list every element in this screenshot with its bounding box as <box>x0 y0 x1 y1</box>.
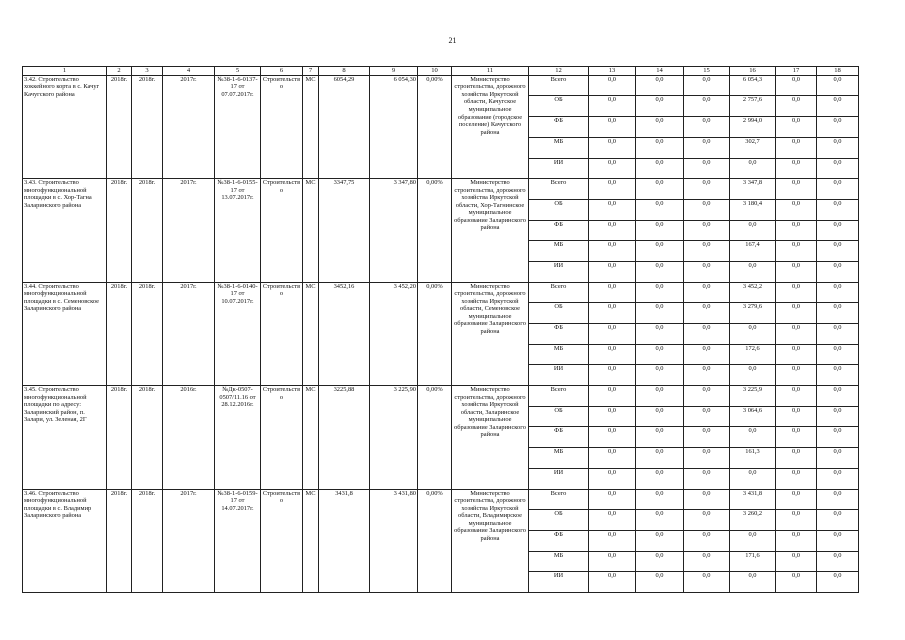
funding-value: 0,0 <box>776 365 817 386</box>
funding-value: 0,0 <box>817 510 859 531</box>
funding-value: 0,0 <box>817 282 859 303</box>
funding-value: 3 260,2 <box>730 510 776 531</box>
funding-value: 0,0 <box>589 448 636 469</box>
funding-value: 161,3 <box>730 448 776 469</box>
power-unit: МС <box>303 386 319 489</box>
funding-value: 0,0 <box>589 261 636 282</box>
funding-value: 3 431,8 <box>730 489 776 510</box>
funding-value: 0,0 <box>636 365 684 386</box>
funding-value: 0,0 <box>684 365 730 386</box>
funding-value: 0,0 <box>730 530 776 551</box>
customer-name: Министерство строительства, дорожного хозяйства Иркутской области, Владимирское муниципальное образование Заларинского района <box>452 489 529 592</box>
expertise-document: №38-1-6-0140-17 от 10.07.2017г. <box>215 282 261 385</box>
funding-value: 0,0 <box>684 282 730 303</box>
funding-source: ОБ <box>529 199 589 220</box>
funding-source: Всего <box>529 282 589 303</box>
funding-value: 0,0 <box>589 199 636 220</box>
funding-value: 0,0 <box>684 303 730 324</box>
funding-value: 0,0 <box>817 468 859 489</box>
funding-source: ФБ <box>529 530 589 551</box>
funding-value: 0,0 <box>684 199 730 220</box>
table-row <box>23 386 859 407</box>
funding-value: 2 994,0 <box>730 117 776 138</box>
funding-value: 0,0 <box>817 530 859 551</box>
funding-value: 0,0 <box>817 406 859 427</box>
funding-value: 0,0 <box>636 303 684 324</box>
funding-value: 0,0 <box>636 158 684 179</box>
work-type: Строительство <box>261 489 303 592</box>
funding-value: 0,0 <box>730 468 776 489</box>
funding-value: 3 347,8 <box>730 179 776 200</box>
total-cost: 3 431,80 <box>370 489 418 592</box>
funding-value: 0,0 <box>636 324 684 345</box>
customer-name: Министерство строительства, дорожного хозяйства Иркутской области, Заларинское муниципальное образование Заларинского района <box>452 386 529 489</box>
funding-value: 0,0 <box>684 324 730 345</box>
total-cost: 3 347,80 <box>370 179 418 282</box>
estimated-cost: 3431,8 <box>319 489 370 592</box>
column-number-6: 6 <box>261 67 303 76</box>
funding-value: 0,0 <box>684 137 730 158</box>
funding-value: 0,0 <box>776 303 817 324</box>
funding-value: 0,0 <box>589 220 636 241</box>
expertise-document: №38-1-6-0155-17 от 13.07.2017г. <box>215 179 261 282</box>
total-cost: 3 452,20 <box>370 282 418 385</box>
column-number-10: 10 <box>418 67 452 76</box>
funding-value: 0,0 <box>776 75 817 96</box>
funding-value: 0,0 <box>684 220 730 241</box>
column-number-8: 8 <box>319 67 370 76</box>
funding-value: 0,0 <box>817 427 859 448</box>
funding-value: 0,0 <box>684 427 730 448</box>
year-end: 2018г. <box>132 179 163 282</box>
funding-value: 0,0 <box>589 324 636 345</box>
funding-source: Всего <box>529 75 589 96</box>
funding-value: 0,0 <box>589 427 636 448</box>
funding-source: Всего <box>529 179 589 200</box>
funding-value: 0,0 <box>636 241 684 262</box>
year-start: 2018г. <box>107 386 132 489</box>
funding-value: 0,0 <box>684 117 730 138</box>
funding-value: 0,0 <box>776 96 817 117</box>
funding-value: 0,0 <box>817 96 859 117</box>
funding-value: 0,0 <box>776 282 817 303</box>
funding-value: 0,0 <box>817 158 859 179</box>
funding-value: 0,0 <box>589 510 636 531</box>
funding-value: 0,0 <box>636 261 684 282</box>
funding-value: 0,0 <box>776 572 817 593</box>
customer-name: Министерство строительства, дорожного хозяйства Иркутской области, Качугское муниципальное образование (городское поселение) Качугского района <box>452 75 529 178</box>
funding-source: ФБ <box>529 220 589 241</box>
funding-value: 0,0 <box>636 179 684 200</box>
column-number-14: 14 <box>636 67 684 76</box>
year-end: 2018г. <box>132 386 163 489</box>
work-type: Строительство <box>261 179 303 282</box>
funding-value: 172,6 <box>730 344 776 365</box>
funding-value: 0,0 <box>817 261 859 282</box>
funding-value: 3 180,4 <box>730 199 776 220</box>
funding-value: 0,0 <box>776 510 817 531</box>
funding-value: 0,0 <box>776 324 817 345</box>
funding-value: 0,0 <box>776 551 817 572</box>
customer-name: Министерство строительства, дорожного хозяйства Иркутской области, Семеновское муниципальное образование Заларинского района <box>452 282 529 385</box>
funding-value: 0,0 <box>817 199 859 220</box>
funding-source: ИИ <box>529 261 589 282</box>
column-number-17: 17 <box>776 67 817 76</box>
funding-source: ОБ <box>529 406 589 427</box>
power-unit: МС <box>303 489 319 592</box>
funding-value: 0,0 <box>589 303 636 324</box>
readiness-percent: 0,00% <box>418 179 452 282</box>
estimated-cost: 3225,88 <box>319 386 370 489</box>
funding-value: 0,0 <box>817 551 859 572</box>
funding-value: 0,0 <box>636 96 684 117</box>
funding-value: 302,7 <box>730 137 776 158</box>
year-expertise: 2017г. <box>163 75 215 178</box>
funding-value: 0,0 <box>776 489 817 510</box>
funding-value: 0,0 <box>636 510 684 531</box>
funding-value: 0,0 <box>817 220 859 241</box>
funding-value: 0,0 <box>636 427 684 448</box>
readiness-percent: 0,00% <box>418 75 452 178</box>
funding-value: 0,0 <box>684 158 730 179</box>
funding-value: 0,0 <box>776 179 817 200</box>
funding-source: ИИ <box>529 468 589 489</box>
column-number-2: 2 <box>107 67 132 76</box>
funding-value: 0,0 <box>589 158 636 179</box>
funding-value: 0,0 <box>817 137 859 158</box>
column-number-4: 4 <box>163 67 215 76</box>
funding-value: 0,0 <box>730 324 776 345</box>
year-expertise: 2017г. <box>163 282 215 385</box>
column-number-7: 7 <box>303 67 319 76</box>
funding-value: 0,0 <box>636 551 684 572</box>
readiness-percent: 0,00% <box>418 386 452 489</box>
funding-value: 0,0 <box>684 75 730 96</box>
funding-source: ОБ <box>529 510 589 531</box>
funding-value: 0,0 <box>684 406 730 427</box>
table-row <box>23 75 859 96</box>
column-number-header-row <box>23 67 859 76</box>
funding-value: 0,0 <box>589 282 636 303</box>
funding-value: 0,0 <box>684 572 730 593</box>
funding-value: 0,0 <box>636 282 684 303</box>
page-number: 21 <box>448 36 457 45</box>
column-number-18: 18 <box>817 67 859 76</box>
funding-value: 0,0 <box>776 117 817 138</box>
funding-source: ИИ <box>529 572 589 593</box>
funding-value: 0,0 <box>684 468 730 489</box>
object-name: 3.42. Строительство хоккейного корта в с. Качуг Качугского района <box>23 75 107 178</box>
funding-value: 0,0 <box>776 468 817 489</box>
year-start: 2018г. <box>107 489 132 592</box>
funding-value: 0,0 <box>589 551 636 572</box>
year-start: 2018г. <box>107 179 132 282</box>
funding-value: 0,0 <box>684 386 730 407</box>
funding-value: 0,0 <box>636 468 684 489</box>
funding-value: 0,0 <box>776 137 817 158</box>
funding-value: 167,4 <box>730 241 776 262</box>
funding-value: 0,0 <box>684 96 730 117</box>
funding-source: ФБ <box>529 117 589 138</box>
expertise-document: №38-1-6-0159-17 от 14.07.2017г. <box>215 489 261 592</box>
funding-value: 0,0 <box>684 530 730 551</box>
funding-value: 0,0 <box>589 117 636 138</box>
funding-value: 0,0 <box>776 158 817 179</box>
funding-value: 0,0 <box>776 199 817 220</box>
funding-value: 0,0 <box>817 179 859 200</box>
funding-value: 0,0 <box>684 448 730 469</box>
estimated-cost: 6054,29 <box>319 75 370 178</box>
estimated-cost: 3452,16 <box>319 282 370 385</box>
column-number-15: 15 <box>684 67 730 76</box>
funding-value: 0,0 <box>636 406 684 427</box>
year-end: 2018г. <box>132 282 163 385</box>
funding-value: 0,0 <box>589 137 636 158</box>
funding-value: 0,0 <box>730 365 776 386</box>
funding-source: ОБ <box>529 303 589 324</box>
column-number-11: 11 <box>452 67 529 76</box>
year-expertise: 2017г. <box>163 489 215 592</box>
funding-value: 3 064,6 <box>730 406 776 427</box>
funding-value: 0,0 <box>776 241 817 262</box>
readiness-percent: 0,00% <box>418 282 452 385</box>
funding-value: 0,0 <box>730 158 776 179</box>
funding-value: 6 054,3 <box>730 75 776 96</box>
readiness-percent: 0,00% <box>418 489 452 592</box>
funding-value: 0,0 <box>776 344 817 365</box>
funding-value: 3 225,9 <box>730 386 776 407</box>
expertise-document: №Дк-0507-0507/11.16 от 28.12.2016г. <box>215 386 261 489</box>
funding-value: 3 452,2 <box>730 282 776 303</box>
funding-value: 2 757,6 <box>730 96 776 117</box>
funding-value: 0,0 <box>684 551 730 572</box>
funding-value: 0,0 <box>636 199 684 220</box>
funding-value: 0,0 <box>776 386 817 407</box>
year-start: 2018г. <box>107 75 132 178</box>
funding-value: 0,0 <box>636 386 684 407</box>
year-end: 2018г. <box>132 489 163 592</box>
funding-value: 0,0 <box>776 530 817 551</box>
power-unit: МС <box>303 282 319 385</box>
funding-value: 0,0 <box>817 303 859 324</box>
funding-value: 0,0 <box>589 365 636 386</box>
object-name: 3.45. Строительство многофункциональной площадки по адресу: Заларинский район, п. Залари, ул. Зеленая, 2Г <box>23 386 107 489</box>
funding-value: 171,6 <box>730 551 776 572</box>
funding-value: 0,0 <box>730 261 776 282</box>
funding-source: ФБ <box>529 427 589 448</box>
funding-value: 0,0 <box>817 117 859 138</box>
column-number-1: 1 <box>23 67 107 76</box>
funding-value: 0,0 <box>684 179 730 200</box>
column-number-3: 3 <box>132 67 163 76</box>
funding-value: 0,0 <box>636 220 684 241</box>
funding-source: ИИ <box>529 158 589 179</box>
column-number-16: 16 <box>730 67 776 76</box>
funding-value: 0,0 <box>636 75 684 96</box>
table-row <box>23 489 859 510</box>
table-row <box>23 282 859 303</box>
funding-value: 0,0 <box>636 344 684 365</box>
funding-source: МБ <box>529 241 589 262</box>
total-cost: 3 225,90 <box>370 386 418 489</box>
year-expertise: 2016г. <box>163 386 215 489</box>
funding-source: МБ <box>529 137 589 158</box>
funding-value: 0,0 <box>589 241 636 262</box>
column-number-13: 13 <box>589 67 636 76</box>
funding-value: 0,0 <box>636 489 684 510</box>
work-type: Строительство <box>261 75 303 178</box>
funding-value: 0,0 <box>684 261 730 282</box>
funding-source: ФБ <box>529 324 589 345</box>
funding-value: 0,0 <box>817 344 859 365</box>
expertise-document: №38-1-6-0137-17 от 07.07.2017г. <box>215 75 261 178</box>
funding-value: 0,0 <box>589 344 636 365</box>
work-type: Строительство <box>261 386 303 489</box>
funding-source: МБ <box>529 344 589 365</box>
object-name: 3.44. Строительство многофункциональной площадки в с. Семеновское Заларинского района <box>23 282 107 385</box>
work-type: Строительство <box>261 282 303 385</box>
funding-value: 0,0 <box>636 137 684 158</box>
funding-value: 0,0 <box>730 220 776 241</box>
funding-value: 0,0 <box>684 344 730 365</box>
column-number-12: 12 <box>529 67 589 76</box>
funding-value: 0,0 <box>589 406 636 427</box>
column-number-9: 9 <box>370 67 418 76</box>
column-number-5: 5 <box>215 67 261 76</box>
funding-value: 0,0 <box>589 179 636 200</box>
power-unit: МС <box>303 179 319 282</box>
funding-value: 0,0 <box>776 406 817 427</box>
funding-value: 0,0 <box>684 510 730 531</box>
funding-value: 0,0 <box>817 448 859 469</box>
funding-value: 0,0 <box>817 386 859 407</box>
funding-value: 0,0 <box>589 489 636 510</box>
table-row <box>23 179 859 200</box>
funding-value: 0,0 <box>636 117 684 138</box>
object-name: 3.46. Строительство многофункциональной площадки в с. Владимир Заларинского района <box>23 489 107 592</box>
funding-source: МБ <box>529 551 589 572</box>
funding-value: 0,0 <box>817 572 859 593</box>
funding-source: Всего <box>529 386 589 407</box>
funding-source: ОБ <box>529 96 589 117</box>
funding-source: Всего <box>529 489 589 510</box>
funding-source: МБ <box>529 448 589 469</box>
funding-value: 0,0 <box>636 530 684 551</box>
power-unit: МС <box>303 75 319 178</box>
funding-value: 0,0 <box>776 427 817 448</box>
funding-value: 0,0 <box>636 572 684 593</box>
funding-value: 0,0 <box>589 468 636 489</box>
funding-value: 0,0 <box>589 530 636 551</box>
object-name: 3.43. Строительство многофункциональной площадки в с. Хор-Тагна Заларинского района <box>23 179 107 282</box>
funding-value: 0,0 <box>776 448 817 469</box>
year-end: 2018г. <box>132 75 163 178</box>
funding-value: 0,0 <box>817 241 859 262</box>
funding-value: 0,0 <box>730 572 776 593</box>
estimated-cost: 3347,75 <box>319 179 370 282</box>
funding-value: 0,0 <box>817 75 859 96</box>
funding-value: 0,0 <box>684 241 730 262</box>
funding-value: 0,0 <box>817 489 859 510</box>
funding-value: 0,0 <box>817 365 859 386</box>
customer-name: Министерство строительства, дорожного хозяйства Иркутской области, Хор-Тагнинское муниципальное образование Заларинского района <box>452 179 529 282</box>
funding-value: 0,0 <box>589 75 636 96</box>
year-expertise: 2017г. <box>163 179 215 282</box>
funding-value: 3 279,6 <box>730 303 776 324</box>
funding-value: 0,0 <box>636 448 684 469</box>
funding-value: 0,0 <box>730 427 776 448</box>
funding-value: 0,0 <box>589 386 636 407</box>
investment-objects-table <box>22 66 859 593</box>
funding-value: 0,0 <box>817 324 859 345</box>
funding-value: 0,0 <box>589 572 636 593</box>
total-cost: 6 054,30 <box>370 75 418 178</box>
funding-value: 0,0 <box>776 261 817 282</box>
funding-value: 0,0 <box>684 489 730 510</box>
funding-source: ИИ <box>529 365 589 386</box>
year-start: 2018г. <box>107 282 132 385</box>
funding-value: 0,0 <box>589 96 636 117</box>
funding-value: 0,0 <box>776 220 817 241</box>
